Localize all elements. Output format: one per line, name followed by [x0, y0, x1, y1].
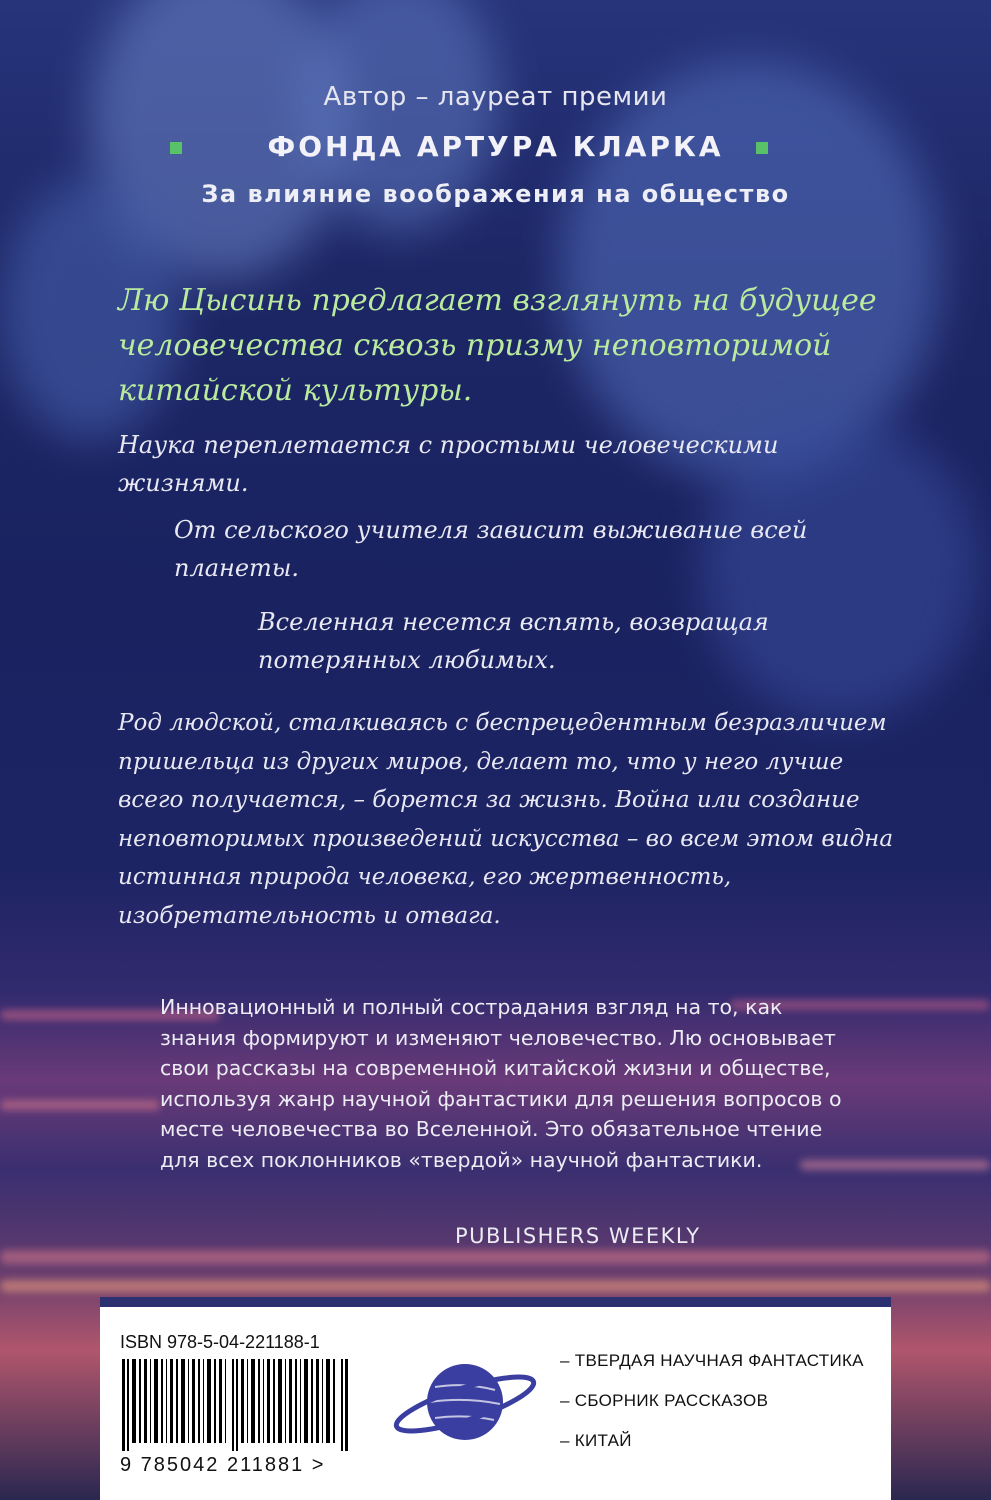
cloud-streak — [0, 1280, 991, 1292]
barcode — [120, 1359, 360, 1451]
cloud-streak — [0, 1250, 991, 1264]
cloud-shape — [560, 60, 940, 480]
paragraph-teacher: От сельского учителя зависит выживание всей планеты. — [174, 516, 808, 582]
saturn-planet-icon — [390, 1342, 540, 1462]
paragraph-humanity: Род людской, сталкиваясь с беспрецедентным безразличием пришельца из других миров, делает то, что у него лучше всего получается, – борется за жизнь. Война или создание неповторимых произведений искусства – во всем этом видна истинная природа человека, его жертвенность, изобретательность и отвага. — [118, 710, 894, 929]
lead-paragraph: Лю Цысинь предлагает взглянуть на будущее человечества сквозь призму неповторимой китайской культуры. — [118, 283, 877, 408]
genre-item: – СБОРНИК РАССКАЗОВ — [560, 1391, 769, 1410]
award-name: ФОНДА АРТУРА КЛАРКА — [267, 130, 724, 163]
barcode-digits: 9 785042 211881 > — [120, 1454, 326, 1476]
isbn-label: ISBN 978-5-04-221188-1 — [120, 1332, 320, 1352]
award-intro: Автор – лауреат премии — [323, 82, 668, 112]
paragraph-universe: Вселенная несется вспять, возвращая потерянных любимых. — [258, 608, 769, 674]
genre-item: – ТВЕРДАЯ НАУЧНАЯ ФАНТАСТИКА — [560, 1351, 864, 1370]
genre-item: – КИТАЙ — [560, 1431, 632, 1450]
review-quote: Инновационный и полный сострадания взгляд на то, как знания формируют и изменяют человечество. Лю основывает свои рассказы на современной китайской жизни и обществе, используя жанр научной фантастики для решения вопросов о месте человечества во Вселенной. Это обязательное чтение для всех поклонников «твердой» научной фантастики. — [160, 995, 842, 1172]
bullet-square-icon — [756, 142, 768, 154]
award-subtitle: За влияние воображения на общество — [201, 180, 790, 208]
genre-list — [560, 1347, 864, 1467]
cloud-streak — [0, 1100, 160, 1110]
review-source: PUBLISHERS WEEKLY — [455, 1224, 701, 1248]
info-panel — [100, 1297, 891, 1500]
paragraph-science: Наука переплетается с простыми человеческими жизнями. — [118, 431, 779, 497]
